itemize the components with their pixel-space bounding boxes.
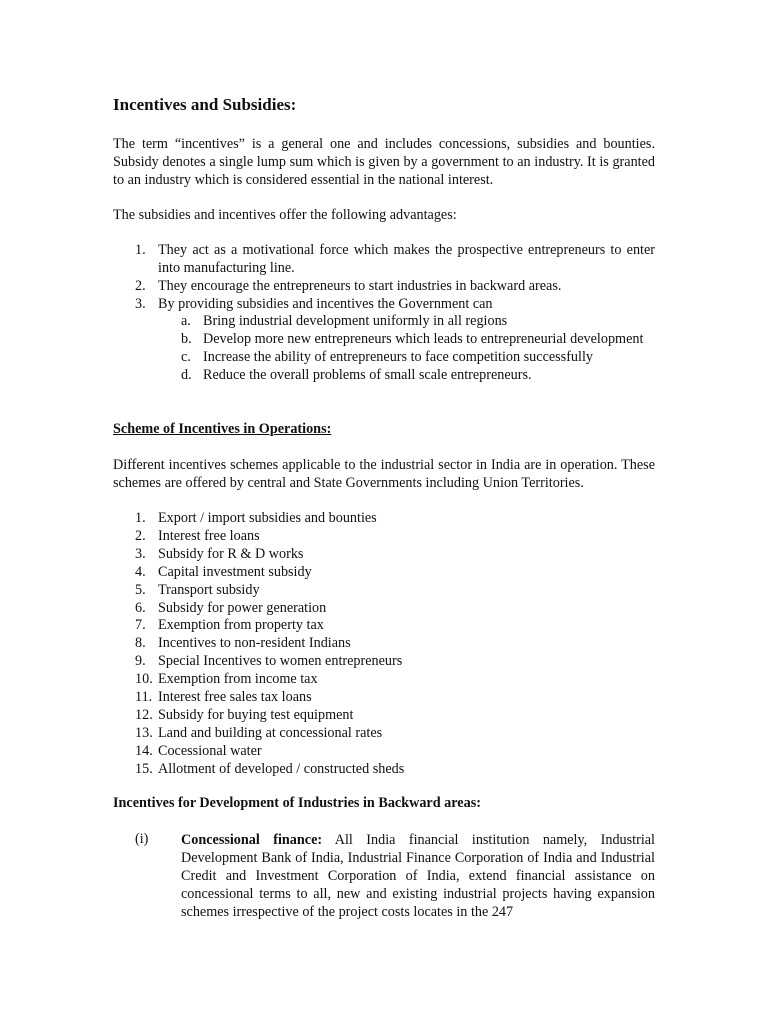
list-letter: c.	[181, 348, 191, 365]
list-item	[181, 349, 655, 367]
list-number: 12.	[135, 706, 153, 723]
list-item	[135, 242, 655, 278]
list-text: Allotment of developed / constructed sheds	[158, 760, 405, 777]
list-item	[135, 564, 655, 582]
list-item	[135, 707, 655, 725]
list-text: Transport subsidy	[158, 581, 260, 598]
list-item	[135, 689, 655, 707]
list-text: Increase the ability of entrepreneurs to face competition successfully	[203, 348, 593, 365]
list-number: 1.	[135, 510, 146, 526]
list-number: 1.	[135, 242, 146, 258]
scheme-heading: Scheme of Incentives in Operations:	[113, 421, 332, 437]
list-text: Exemption from property tax	[158, 617, 324, 634]
list-number: 5.	[135, 581, 146, 598]
list-item	[135, 617, 655, 635]
list-text: Exemption from income tax	[158, 671, 318, 688]
list-number: 6.	[135, 599, 146, 616]
backward-item-body: All India financial institution namely, Industrial Development Bank of India, Industrial Finance Corporation of India and Industrial Credit and Investment Corporation of India, extend financial assistance on concessional terms to all, new and existing industrial projects having expansion schemes irrespective of the project costs locates in the 247	[181, 832, 656, 920]
list-number: 9.	[135, 653, 146, 670]
backward-heading: Incentives for Development of Industries in Backward areas:	[113, 795, 481, 811]
list-number: 13.	[135, 724, 153, 741]
list-item	[135, 278, 655, 296]
list-item	[181, 367, 655, 385]
backward-item-number: (i)	[135, 831, 149, 847]
list-number: 15.	[135, 760, 153, 777]
list-number: 2.	[135, 277, 146, 294]
list-text: Interest free sales tax loans	[158, 689, 312, 706]
list-letter: a.	[181, 313, 191, 329]
list-item	[135, 582, 655, 600]
list-number: 4.	[135, 563, 146, 580]
list-number: 3.	[135, 545, 146, 562]
list-text: Subsidy for R & D works	[158, 545, 304, 562]
schemes-list	[135, 510, 655, 779]
list-text: By providing subsidies and incentives the Government can	[158, 295, 493, 312]
list-item	[135, 761, 655, 779]
list-item	[135, 725, 655, 743]
scheme-intro: Different incentives schemes applicable to the industrial sector in India are in operation. These schemes are offered by central and State Governments including Union Territories.	[113, 457, 655, 491]
list-number: 7.	[135, 617, 146, 634]
backward-item-text	[181, 831, 655, 921]
page-title: Incentives and Subsidies:	[113, 95, 297, 114]
list-text: Bring industrial development uniformly in all regions	[203, 313, 508, 329]
list-text: Land and building at concessional rates	[158, 724, 383, 741]
list-text: Develop more new entrepreneurs which leads to entrepreneurial development	[203, 330, 644, 347]
intro-paragraph: The term “incentives” is a general one and includes concessions, subsidies and bounties. Subsidy denotes a single lump sum which is given by a government to an industry. It is granted to an industry which is considered essential in the national interest.	[113, 136, 655, 188]
list-item	[135, 296, 655, 314]
list-item	[135, 546, 655, 564]
list-text: Subsidy for power generation	[158, 599, 327, 616]
list-text: Subsidy for buying test equipment	[158, 706, 354, 723]
advantages-intro: The subsidies and incentives offer the following advantages:	[113, 207, 457, 223]
list-item	[181, 313, 655, 331]
list-item	[135, 743, 655, 761]
list-item	[135, 671, 655, 689]
list-number: 10.	[135, 671, 153, 688]
list-number: 11.	[135, 689, 153, 706]
list-letter: d.	[181, 366, 192, 383]
list-text: Incentives to non-resident Indians	[158, 635, 351, 652]
list-text: Export / import subsidies and bounties	[158, 510, 377, 526]
list-item	[135, 600, 655, 618]
list-text: Reduce the overall problems of small scale entrepreneurs.	[203, 366, 532, 383]
list-letter: b.	[181, 330, 192, 347]
list-text: Capital investment subsidy	[158, 563, 312, 580]
list-item	[135, 635, 655, 653]
list-number: 3.	[135, 295, 146, 312]
list-item	[135, 510, 655, 528]
list-number: 14.	[135, 742, 153, 759]
sub-advantages-list	[181, 313, 655, 385]
list-text: Special Incentives to women entrepreneurs	[158, 653, 403, 670]
list-text: They act as a motivational force which makes the prospective entrepreneurs to enter into manufacturing line.	[158, 242, 655, 276]
advantages-list	[135, 242, 655, 314]
list-item	[181, 331, 655, 349]
list-number: 8.	[135, 635, 146, 652]
list-text: They encourage the entrepreneurs to start industries in backward areas.	[158, 277, 562, 294]
list-number: 2.	[135, 527, 146, 544]
backward-item-lead: Concessional finance:	[181, 832, 323, 848]
list-text: Cocessional water	[158, 742, 262, 759]
list-text: Interest free loans	[158, 527, 260, 544]
list-item	[135, 528, 655, 546]
list-item	[135, 653, 655, 671]
